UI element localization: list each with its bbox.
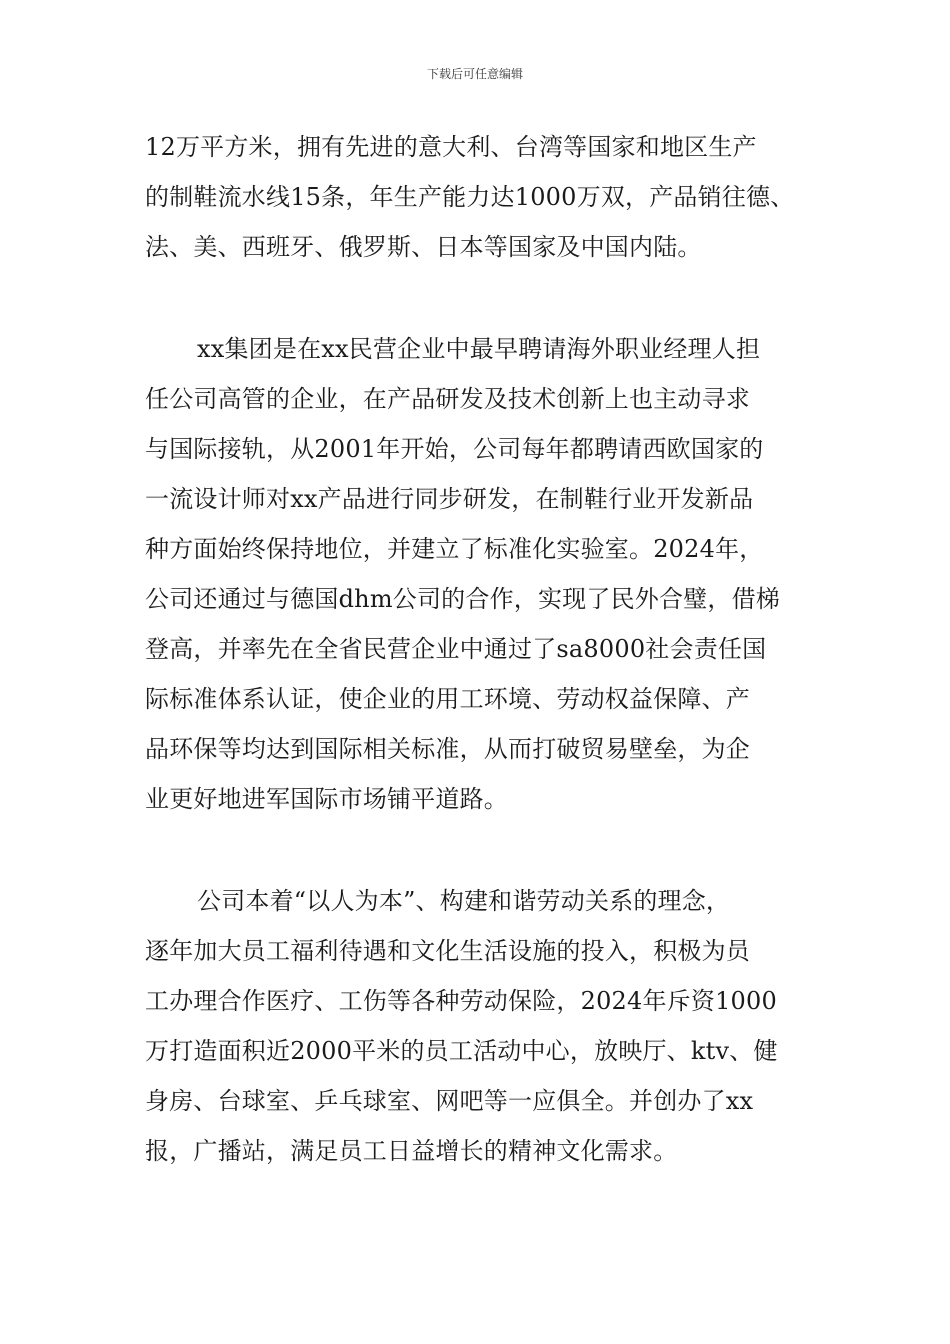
paragraph-2 [145,324,835,824]
text-line: 的制鞋流水线15条，年生产能力达1000万双，产品销往德、 [145,183,795,211]
text-line: 与国际接轨，从2001年开始，公司每年都聘请西欧国家的 [145,435,764,463]
text-line: 法、美、西班牙、俄罗斯、日本等国家及中国内陆。 [145,233,702,261]
paragraph-3 [145,876,835,1176]
text-line: 万打造面积近2000平米的员工活动中心，放映厅、ktv、健 [145,1037,778,1065]
text-line: 公司本着“以人为本”、构建和谐劳动关系的理念， [197,887,731,915]
text-line: 品环保等均达到国际相关标准，从而打破贸易壁垒，为企 [145,735,750,763]
page-header-note: 下载后可任意编辑 [426,67,523,81]
text-line: 12万平方米，拥有先进的意大利、台湾等国家和地区生产 [145,133,757,161]
text-line: 一流设计师对xx产品进行同步研发，在制鞋行业开发新品 [145,485,754,513]
text-line: xx集团是在xx民营企业中最早聘请海外职业经理人担 [197,335,761,363]
text-line: 种方面始终保持地位，并建立了标准化实验室。2024年， [145,535,764,563]
text-line: 登高，并率先在全省民营企业中通过了sa8000社会责任国 [145,635,767,663]
text-line: 际标准体系认证，使企业的用工环境、劳动权益保障、产 [145,685,750,713]
text-line: 身房、台球室、乒乓球室、网吧等一应俱全。并创办了xx [145,1087,754,1115]
text-line: 业更好地进军国际市场铺平道路。 [145,785,508,813]
text-line: 工办理合作医疗、工伤等各种劳动保险，2024年斥资1000 [145,987,777,1015]
text-line: 报，广播站，满足员工日益增长的精神文化需求。 [145,1137,678,1165]
text-line: 公司还通过与德国dhm公司的合作，实现了民外合璧，借梯 [145,585,780,613]
paragraph-1 [145,122,835,272]
text-line: 逐年加大员工福利待遇和文化生活设施的投入，积极为员 [145,937,750,965]
document-body [145,122,835,1176]
text-line: 任公司高管的企业，在产品研发及技术创新上也主动寻求 [145,385,750,413]
